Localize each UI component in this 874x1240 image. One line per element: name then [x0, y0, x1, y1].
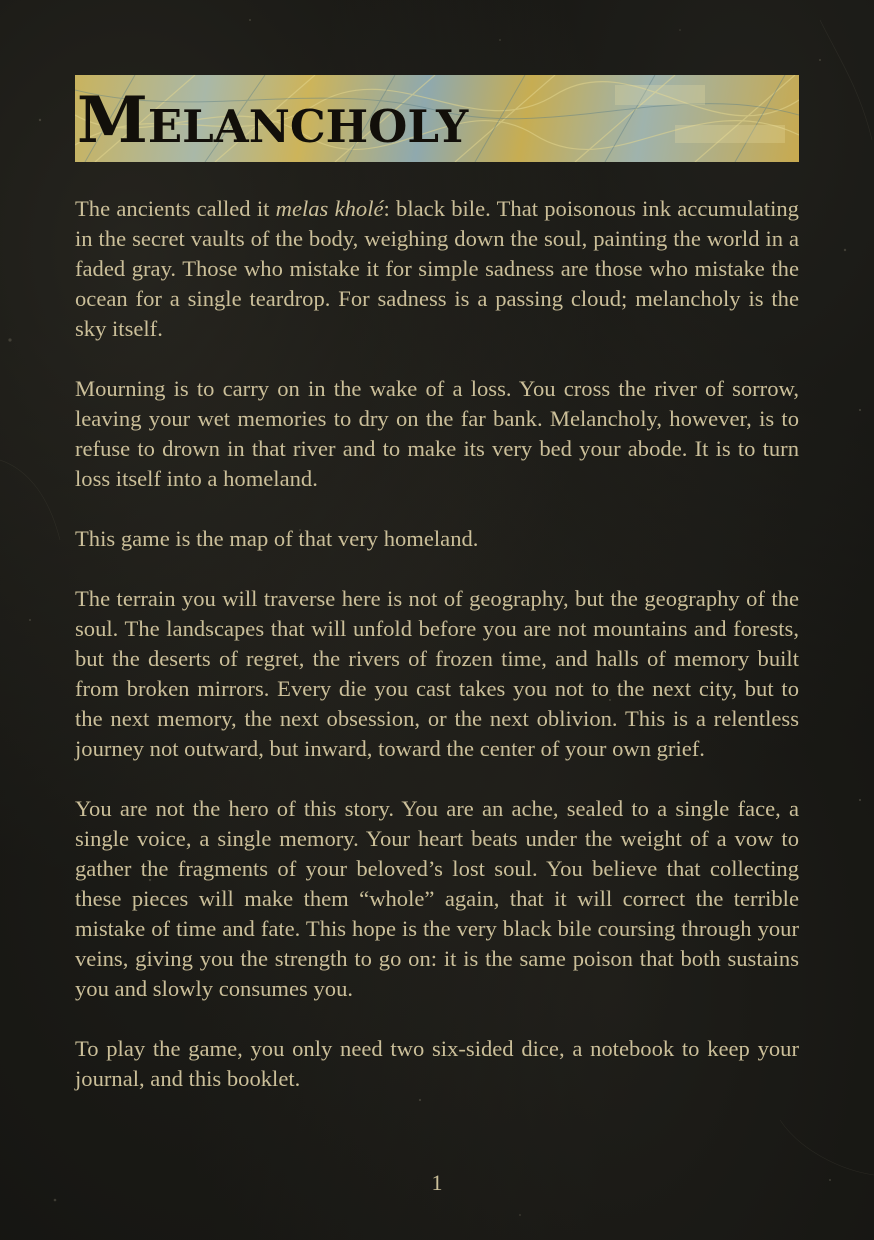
paragraph-map: This game is the map of that very homeland. — [75, 526, 479, 551]
body-text — [75, 194, 799, 1124]
paragraph-mourning: Mourning is to carry on in the wake of a loss. You cross the river of sorrow, leaving your wet memories to dry on the far bank. Melancholy, however, is to refuse to drown in that river and to make its very bed your abode. It is to turn loss itself into a homeland. — [75, 376, 799, 491]
paragraph-terrain: The terrain you will traverse here is not of geography, but the geography of the soul. The landscapes that will unfold before you are not mountains and forests, but the deserts of regret, the rivers of frozen time, and halls of memory built from broken mirrors. Every die you cast takes you not to the next city, but to the next memory, the next obsession, or the next oblivion. This is a relentless journey not outward, but inward, toward the center of your own grief. — [75, 586, 799, 761]
paragraph-intro-rest: : black bile. That poisonous ink accumulating in the secret vaults of the body, weighing down the soul, painting the world in a faded gray. Those who mistake it for simple sadness are those who mistake the ocean for a single teardrop. For sadness is a passing cloud; melancholy is the sky itself. — [75, 196, 799, 341]
paragraph-hero: You are not the hero of this story. You are an ache, sealed to a single face, a single voice, a single memory. Your heart beats under the weight of a vow to gather the fragments of your beloved’s lost soul. You believe that collecting these pieces will make them “whole” again, that it will correct the terrible mistake of time and fate. This hope is the very black bile coursing through your veins, giving you the strength to go on: it is the same poison that both sustains you and slowly consumes you. — [75, 796, 799, 1001]
term-melas-khole: melas kholé — [275, 196, 384, 221]
page-number: 1 — [431, 1170, 443, 1195]
paragraph-intro-lead: The ancients called it — [75, 196, 276, 221]
paragraph-intro — [75, 194, 799, 344]
page-title: Melancholy — [77, 83, 469, 158]
title-banner — [75, 75, 799, 162]
paragraph-requirements: To play the game, you only need two six-sided dice, a notebook to keep your journal, and this booklet. — [75, 1036, 799, 1091]
